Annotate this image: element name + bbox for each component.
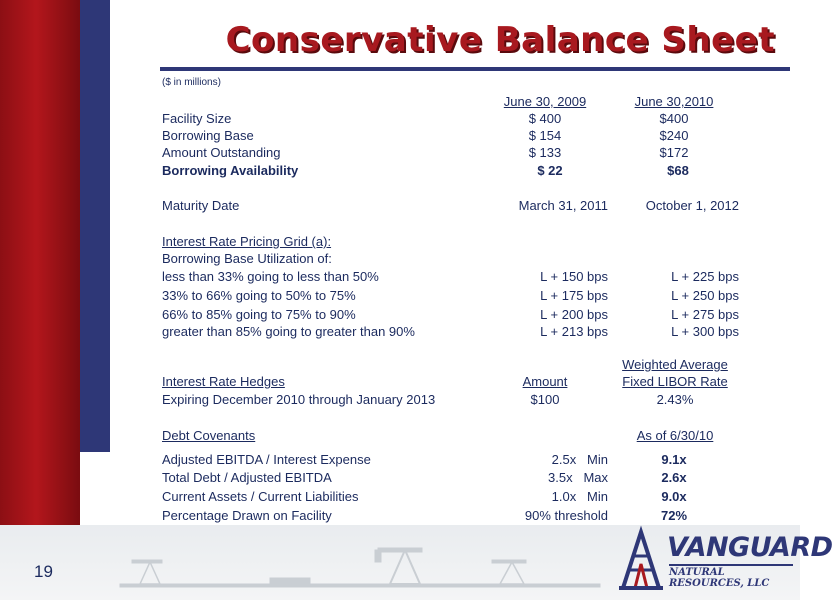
logo-rule: [669, 564, 793, 566]
page-number: 19: [34, 562, 53, 581]
covenant-row-actual: 9.0x: [661, 489, 687, 504]
covenant-row-label: Percentage Drawn on Facility: [162, 508, 332, 523]
maturity-date-2010: October 1, 2012: [645, 198, 739, 213]
maturity-date-label: Maturity Date: [162, 198, 240, 213]
covenant-row-actual: 72%: [660, 508, 688, 523]
borrowing-base-2010: $240: [659, 128, 689, 143]
hedge-row-label: Expiring December 2010 through January 2013: [162, 392, 436, 407]
amount-header: Amount: [522, 374, 568, 389]
covenant-row-limit: 90% threshold: [524, 508, 608, 523]
covenant-row-label: Adjusted EBITDA / Interest Expense: [162, 452, 371, 467]
pricing-row-2010: L + 300 bps: [671, 324, 739, 339]
slide-title: Conservative Balance Sheet: [225, 20, 775, 60]
hedge-row-amount: $100: [530, 392, 560, 407]
pricing-row-2009: L + 150 bps: [540, 269, 608, 284]
logo-tagline: NATURAL RESOURCES, LLC: [669, 567, 770, 589]
covenants-heading: Debt Covenants: [162, 428, 256, 443]
amount-outstanding-label: Amount Outstanding: [162, 145, 281, 160]
covenant-row-limit: 3.5x Max: [548, 470, 608, 485]
fixed-libor-header: Fixed LIBOR Rate: [622, 374, 728, 389]
vanguard-logo: [615, 528, 833, 593]
borrowing-availability-label: Borrowing Availability: [162, 163, 299, 178]
hedge-row-rate: 2.43%: [656, 392, 694, 407]
pricing-row-2010: L + 225 bps: [671, 269, 739, 284]
facility-size-label: Facility Size: [162, 111, 232, 126]
covenant-row-label: Current Assets / Current Liabilities: [162, 489, 359, 504]
covenant-row-actual: 2.6x: [661, 470, 687, 485]
utilization-subheading: Borrowing Base Utilization of:: [162, 251, 332, 266]
borrowing-base-label: Borrowing Base: [162, 128, 254, 143]
left-red-sidebar: [0, 0, 80, 540]
weighted-average-header: Weighted Average: [622, 357, 728, 372]
pricing-row-2009: L + 213 bps: [540, 324, 608, 339]
facility-size-2009: $ 400: [528, 111, 562, 126]
derrick-icon: [615, 528, 667, 593]
pricing-row-label: greater than 85% going to greater than 90%: [162, 324, 415, 339]
covenant-row-actual: 9.1x: [661, 452, 687, 467]
amount-outstanding-2009: $ 133: [528, 145, 562, 160]
facility-size-2010: $400: [659, 111, 689, 126]
amount-outstanding-2010: $172: [659, 145, 689, 160]
maturity-date-2009: March 31, 2011: [518, 198, 608, 213]
pricing-row-2010: L + 275 bps: [671, 307, 739, 322]
covenants-as-of: As of 6/30/10: [636, 428, 714, 443]
covenant-row-label: Total Debt / Adjusted EBITDA: [162, 470, 332, 485]
covenant-row-limit: 2.5x Min: [551, 452, 608, 467]
pricing-row-label: less than 33% going to less than 50%: [162, 269, 379, 284]
logo-name: VANGUARD: [667, 532, 833, 563]
hedges-heading: Interest Rate Hedges: [162, 374, 285, 389]
pricing-row-2009: L + 200 bps: [540, 307, 608, 322]
column-header-2010: June 30,2010: [634, 94, 714, 109]
pricing-row-2009: L + 175 bps: [540, 288, 608, 303]
borrowing-availability-2010: $68: [667, 163, 689, 178]
units-note: ($ in millions): [162, 77, 221, 88]
pricing-row-2010: L + 250 bps: [671, 288, 739, 303]
pricing-row-label: 66% to 85% going to 75% to 90%: [162, 307, 356, 322]
covenant-row-limit: 1.0x Min: [551, 489, 608, 504]
column-header-2009: June 30, 2009: [503, 94, 587, 109]
navy-accent-bar: [80, 0, 110, 452]
pricing-row-label: 33% to 66% going to 50% to 75%: [162, 288, 356, 303]
pumpjack-silhouettes: [120, 540, 600, 595]
borrowing-base-2009: $ 154: [528, 128, 562, 143]
title-underline: [160, 67, 790, 71]
pricing-grid-heading: Interest Rate Pricing Grid (a):: [162, 234, 332, 249]
borrowing-availability-2009: $ 22: [537, 163, 563, 178]
